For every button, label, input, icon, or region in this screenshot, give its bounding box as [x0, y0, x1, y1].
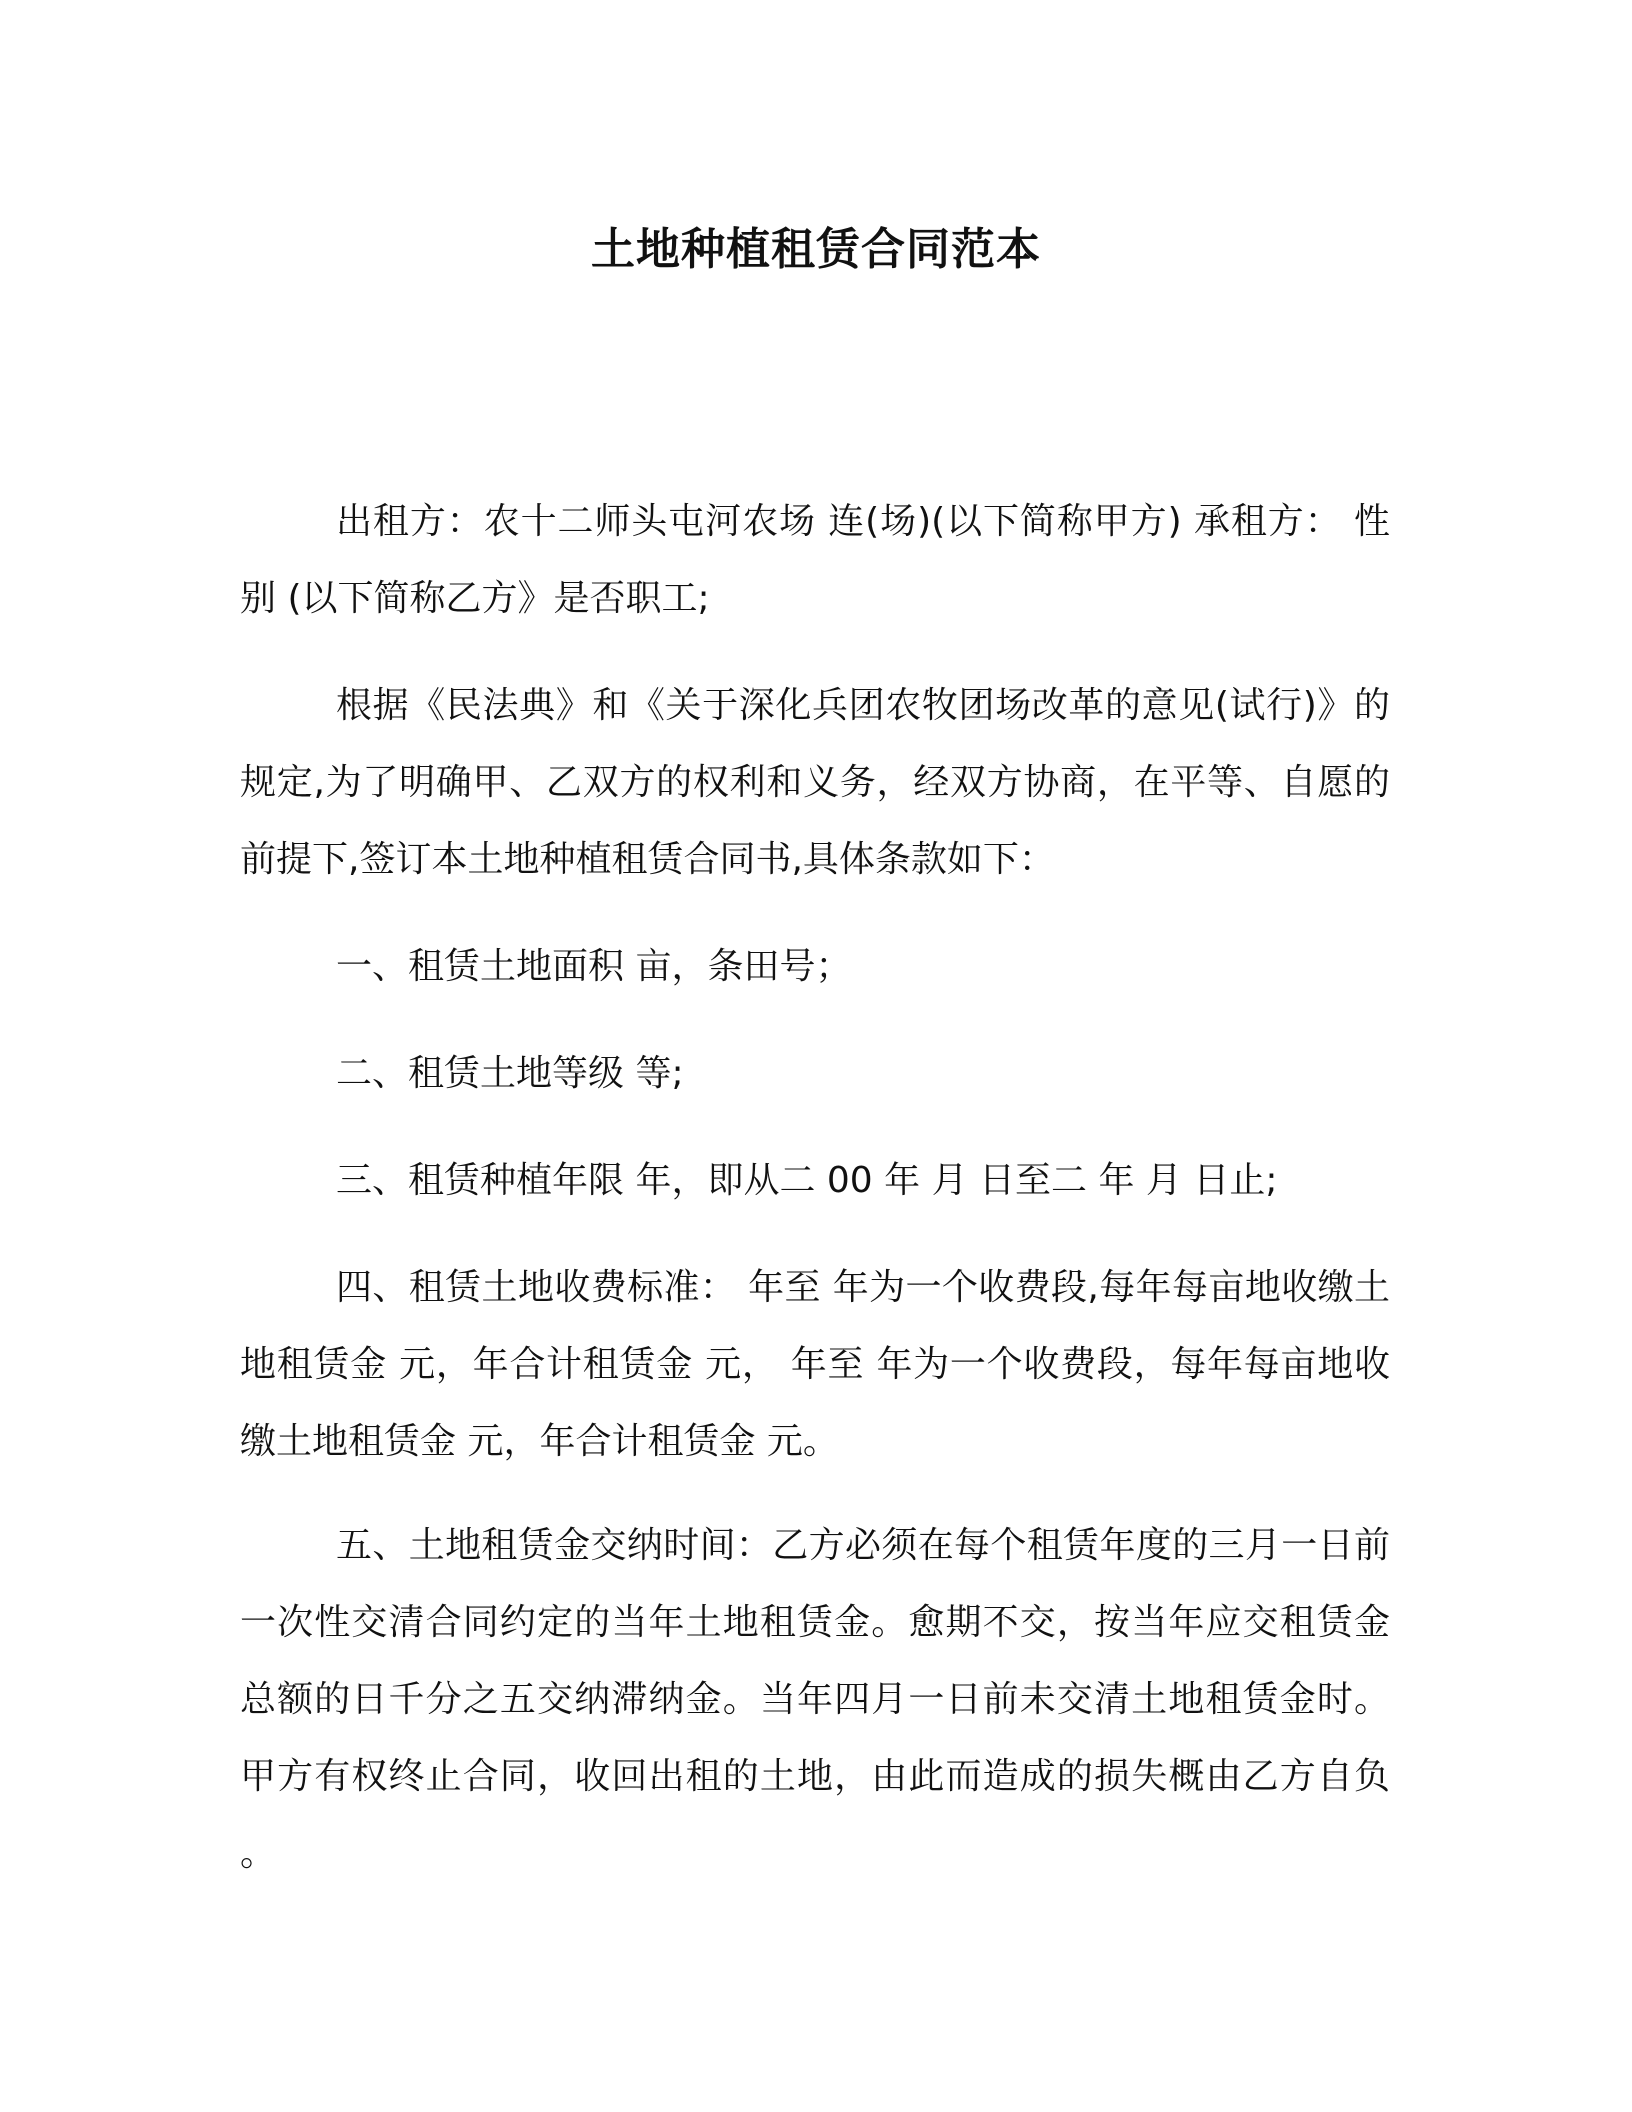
- clause-4-fee-standard: 四、租赁土地收费标准： 年至 年为一个收费段,每年每亩地收缴土地租赁金 元，年合计租赁金 元， 年至 年为一个收费段，每年每亩地收缴土地租赁金 元，年合计租赁金 元。: [240, 1267, 1390, 1462]
- clause-3-lease-term: 三、租赁种植年限 年，即从二 00 年 月 日至二 年 月 日止;: [336, 1160, 1278, 1201]
- paragraph-preamble: 根据《民法典》和《关于深化兵团农牧团场改革的意见(试行)》的规定,为了明确甲、乙双方的权利和义务，经双方协商，在平等、自愿的前提下,签订本土地种植租赁合同书,具体条款如下：: [240, 685, 1390, 880]
- document-body: [240, 483, 1390, 1892]
- clause-2-land-grade: 二、租赁土地等级 等;: [336, 1053, 684, 1094]
- document-title: 土地种植租赁合同范本: [591, 224, 1041, 275]
- paragraph-parties: 出租方：农十二师头屯河农场 连(场)(以下简称甲方) 承租方： 性别 (以下简称乙方》是否职工;: [240, 501, 1390, 619]
- clause-5-payment-time: 五、土地租赁金交纳时间：乙方必须在每个租赁年度的三月一日前一次性交清合同约定的当年土地租赁金。愈期不交，按当年应交租赁金总额的日千分之五交纳滞纳金。当年四月一日前未交清土地租赁金时。甲方有权终止合同，收回出租的土地，由此而造成的损失概由乙方自负。: [240, 1525, 1390, 1874]
- clause-1-land-area: 一、租赁土地面积 亩，条田号；: [336, 946, 852, 987]
